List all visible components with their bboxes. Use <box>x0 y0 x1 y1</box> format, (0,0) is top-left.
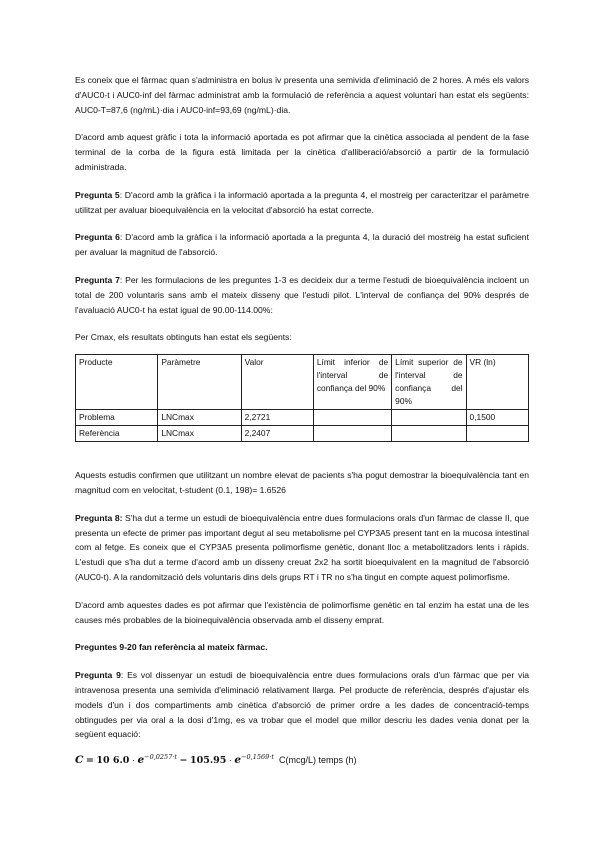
question-7-text: : Per les formulacions de les preguntes 1-3 es decideix dur a terme l'estudi de bioequivalència incloent un total de 200 voluntaris sans amb el mateix disseny que l'estudi pilot. L'interval de confiança del 90% després de l'avaluació AUC0-t ha estat igual de 90.00-114.00%: <box>75 274 529 315</box>
formula-lhs: C <box>75 754 84 767</box>
question-7-label: Pregunta 7 <box>75 274 120 285</box>
question-6 <box>75 230 529 260</box>
question-8-text: S'ha dut a terme un estudi de bioequivalència entre dues formulacions orals d'un fàrmac de classe II, que presenta un efecte de primer pas important degut al seu metabolisme pel CYP3A5 present tant en la mucosa intestinal com al fetge. Es coneix que el CYP3A5 presenta polimorfisme genètic, donant lloc a metabolitzadors lents i ràpids. L'estudi que s'ha dut a terme d'acord amb un disseny creuat 2x2 ha sortit bioequivalent en la magnitud de l'absorció (AUC0-t). A la randomització dels voluntaris dins dels grups RT i TR no s'ha tingut en compte aquest polimorfisme. <box>75 512 529 582</box>
question-5-label: Pregunta 5 <box>75 189 120 200</box>
table-cell <box>466 426 528 442</box>
table-cell <box>392 426 466 442</box>
table-header-cell: Paràmetre <box>158 355 241 410</box>
table-cell: Problema <box>76 410 158 426</box>
table-row <box>76 426 529 442</box>
question-9 <box>75 668 529 742</box>
table-row <box>76 410 529 426</box>
question-6-text: : D'acord amb la gràfica i la informació aportada a la pregunta 4, la duració del mostreig ha estat suficient per avaluar la magnitud de l'absorció. <box>75 232 529 258</box>
table-cell: LNCmax <box>158 410 241 426</box>
table-cell: 0,1500 <box>466 410 528 426</box>
formula-e1: e <box>137 754 145 767</box>
paragraph-after-table: Aquests estudis confirmen que utilitzant un nombre elevat de pacients s'ha pogut demostrar la bioequivalència tant en magnitud com en velocitat, t-student (0.1, 198)= 1.6526 <box>75 470 529 495</box>
question-8-label: Pregunta 8: <box>75 512 123 523</box>
formula-minus: − <box>179 755 188 767</box>
table-header-row <box>76 355 529 410</box>
formula-exp1: −0,0257·t <box>144 753 178 762</box>
question-8 <box>75 511 529 585</box>
formula-units: C(mcg/L) temps (h) <box>278 755 357 766</box>
table-header-cell: Valor <box>241 355 313 410</box>
table-cell: 2,2407 <box>241 426 313 442</box>
table-cell: LNCmax <box>158 426 241 442</box>
paragraph-intro: Es coneix que el fàrmac quan s'administra en bolus iv presenta una semivida d'eliminació de 2 hores. A més els valors d'AUC0-t i AUC0-inf del fàrmac administrat amb la formulació de referència a aquest voluntari han estat els següents: AUC0-T=87,6 (ng/mL)·dia i AUC0-inf=93,69 (ng/mL)·dia. <box>75 75 529 115</box>
cmax-results-table <box>75 354 529 442</box>
question-5-text: : D'acord amb la gràfica i la informació aportada a la pregunta 4, el mostreig per caracteritzar el paràmetre utilitzat per avaluar bioequivalència en la velocitat d'absorció ha estat correcte. <box>75 189 529 215</box>
question-9-text: : Es vol dissenyar un estudi de bioequivalència entre dues formulacions orals d'un fàrmac que per via intravenosa presenta una semivida d'eliminació relativament llarga. Pel producte de referència, després d'ajustar els models d'un i dos compartiments amb cinètica d'absorció de primer ordre a les dades de concentració-temps obtingudes per via oral a la dosi d'1mg, es va trobar que el model que millor descriu les dades venia donat per la següent equació: <box>75 670 530 740</box>
cmax-intro: Per Cmax, els resultats obtinguts han estat els següents: <box>75 332 292 343</box>
section-heading: Preguntes 9-20 fan referència al mateix fàrmac. <box>75 642 268 653</box>
formula-dot: · <box>131 755 135 766</box>
table-header-cell: Límit superior de l'interval de confiança del 90% <box>392 355 466 410</box>
question-7 <box>75 273 529 317</box>
question-6-label: Pregunta 6 <box>75 232 120 243</box>
question-5 <box>75 188 529 218</box>
table-cell: 2,2721 <box>241 410 313 426</box>
table-header-cell: Producte <box>76 355 158 410</box>
table-cell <box>313 426 391 442</box>
question-9-label: Pregunta 9 <box>75 670 121 681</box>
formula-equals: = <box>85 755 94 767</box>
paragraph-q8-follow: D'acord amb aquestes dades es pot afirmar que l'existència de polimorfisme genètic en tal enzim ha estat una de les causes més probables de la bioinequivalència observada amb el disseny emprat. <box>75 599 529 625</box>
model-equation <box>75 750 529 768</box>
formula-coef1: 10 6.0 <box>96 755 130 767</box>
formula-coef2: 105.95 <box>190 755 227 767</box>
table-header-cell: VR (ln) <box>466 355 528 410</box>
table-cell <box>313 410 391 426</box>
formula-dot: · <box>228 755 232 766</box>
table-cell: Referència <box>76 426 158 442</box>
formula-exp2: −0,1569·t <box>241 753 274 762</box>
formula-e2: e <box>234 754 242 767</box>
table-header-cell: Límit inferior de l'interval de confiança del 90% <box>313 355 391 410</box>
table-cell <box>392 410 466 426</box>
paragraph-graph-statement: D'acord amb aquest gràfic i tota la informació aportada es pot afirmar que la cinètica associada al pendent de la fase terminal de la corba de la figura està limitada per la cinètica d'alliberació/absorció a partir de la formulació administrada. <box>75 132 529 172</box>
